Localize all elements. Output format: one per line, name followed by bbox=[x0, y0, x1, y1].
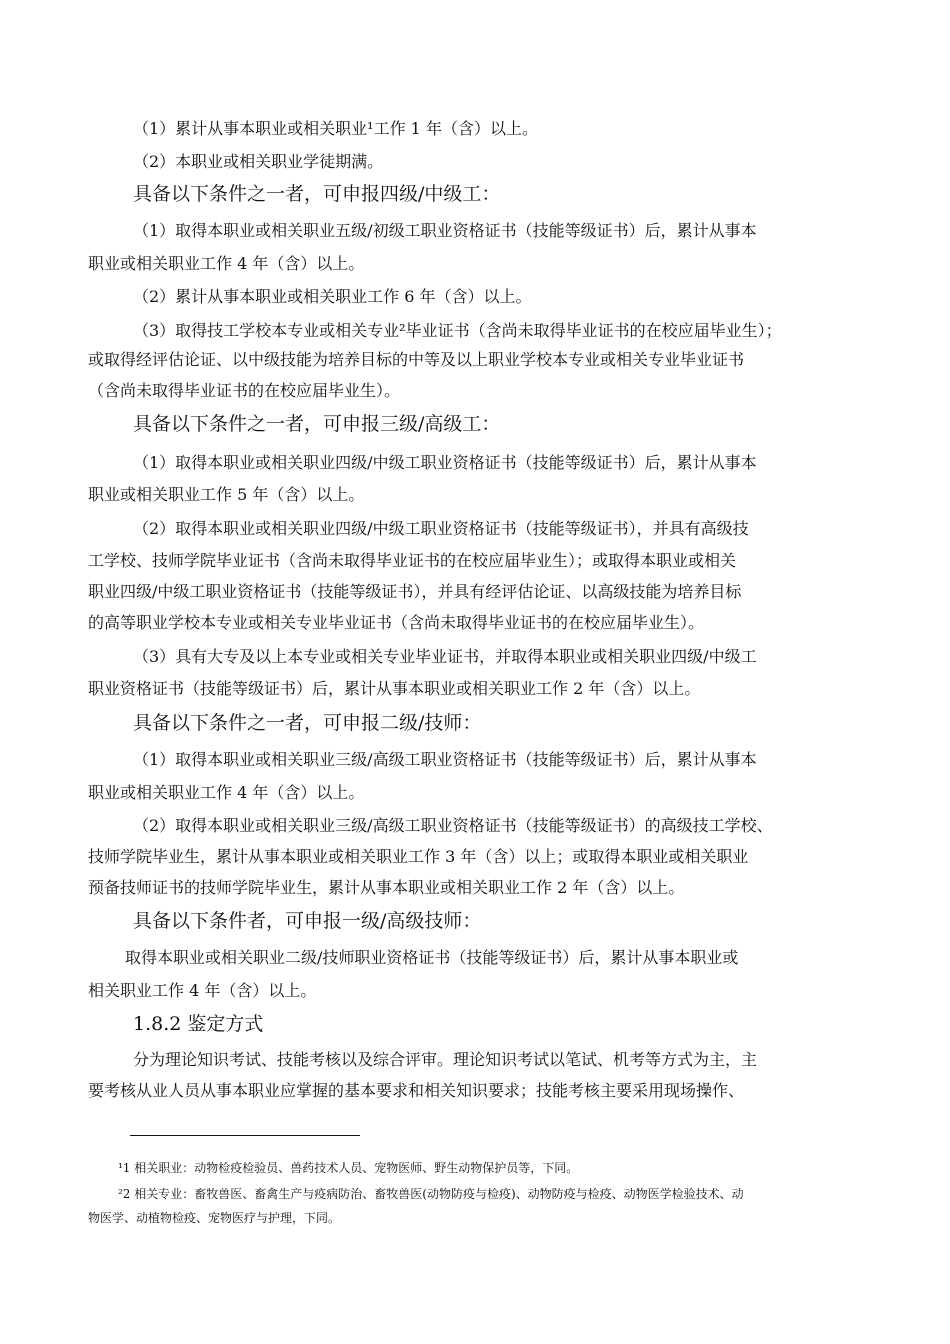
paragraph-line: （1）取得本职业或相关职业四级/中级工职业资格证书（技能等级证书）后，累计从事本 bbox=[133, 453, 757, 472]
paragraph-line: （含尚未取得毕业证书的在校应届毕业生）。 bbox=[88, 381, 401, 400]
paragraph-line: （2）累计从事本职业或相关职业工作 6 年（含）以上。 bbox=[133, 287, 532, 306]
paragraph-line: 预备技师证书的技师学院毕业生，累计从事本职业或相关职业工作 2 年（含）以上。 bbox=[88, 878, 685, 897]
paragraph-line: （1）累计从事本职业或相关职业¹工作 1 年（含）以上。 bbox=[133, 119, 538, 138]
paragraph-line: （2）取得本职业或相关职业四级/中级工职业资格证书（技能等级证书），并具有高级技 bbox=[133, 519, 749, 538]
paragraph-line: （1）取得本职业或相关职业五级/初级工职业资格证书（技能等级证书）后，累计从事本 bbox=[133, 221, 757, 240]
paragraph-line: （2）本职业或相关职业学徒期满。 bbox=[133, 152, 384, 171]
paragraph-line: 分为理论知识考试、技能考核以及综合评审。理论知识考试以笔试、机考等方式为主，主 bbox=[133, 1050, 758, 1069]
paragraph-line: 职业或相关职业工作 5 年（含）以上。 bbox=[88, 485, 365, 504]
paragraph-line: 相关职业工作 4 年（含）以上。 bbox=[88, 981, 317, 1000]
paragraph-line: 职业资格证书（技能等级证书）后，累计从事本职业或相关职业工作 2 年（含）以上。 bbox=[88, 679, 701, 698]
section-heading: 具备以下条件之一者，可申报三级/高级工： bbox=[133, 413, 501, 435]
paragraph-line: 技师学院毕业生，累计从事本职业或相关职业工作 3 年（含）以上；或取得本职业或相关职业 bbox=[88, 847, 749, 866]
footnote-continuation: 物医学、动植物检疫、宠物医疗与护理，下同。 bbox=[88, 1211, 341, 1225]
paragraph-line: 职业四级/中级工职业资格证书（技能等级证书），并具有经评估论证、以高级技能为培养目标 bbox=[88, 582, 742, 601]
paragraph-line: （2）取得本职业或相关职业三级/高级工职业资格证书（技能等级证书）的高级技工学校、 bbox=[133, 816, 773, 835]
paragraph-line: （3）取得技工学校本专业或相关专业²毕业证书（含尚未取得毕业证书的在校应届毕业生）； bbox=[133, 321, 782, 340]
paragraph-line: 取得本职业或相关职业二级/技师职业资格证书（技能等级证书）后，累计从事本职业或 bbox=[125, 948, 739, 967]
subsection-heading: 1.8.2 鉴定方式 bbox=[133, 1013, 264, 1035]
paragraph-line: （1）取得本职业或相关职业三级/高级工职业资格证书（技能等级证书）后，累计从事本 bbox=[133, 750, 757, 769]
section-heading: 具备以下条件者，可申报一级/高级技师： bbox=[133, 910, 482, 932]
footnote-separator bbox=[130, 1135, 360, 1136]
section-heading: 具备以下条件之一者，可申报二级/技师： bbox=[133, 712, 482, 734]
section-heading: 具备以下条件之一者，可申报四级/中级工： bbox=[133, 183, 501, 205]
paragraph-line: 或取得经评估论证、以中级技能为培养目标的中等及以上职业学校本专业或相关专业毕业证书 bbox=[88, 350, 745, 369]
paragraph-line: （3）具有大专及以上本专业或相关专业毕业证书，并取得本职业或相关职业四级/中级工 bbox=[133, 647, 757, 666]
paragraph-line: 的高等职业学校本专业或相关专业毕业证书（含尚未取得毕业证书的在校应届毕业生）。 bbox=[88, 613, 705, 632]
footnote: ²2 相关专业：畜牧兽医、畜禽生产与疫病防治、畜牧兽医(动物防疫与检疫)、动物防疫与检疫、动物医学检验技术、动 bbox=[118, 1187, 744, 1201]
paragraph-line: 职业或相关职业工作 4 年（含）以上。 bbox=[88, 254, 365, 273]
footnote: ¹1 相关职业：动物检疫检验员、兽药技术人员、宠物医师、野生动物保护员等，下同。 bbox=[118, 1161, 579, 1175]
paragraph-line: 工学校、技师学院毕业证书（含尚未取得毕业证书的在校应届毕业生）；或取得本职业或相关 bbox=[88, 551, 737, 570]
paragraph-line: 要考核从业人员从事本职业应掌握的基本要求和相关知识要求；技能考核主要采用现场操作、 bbox=[88, 1081, 745, 1100]
paragraph-line: 职业或相关职业工作 4 年（含）以上。 bbox=[88, 783, 365, 802]
